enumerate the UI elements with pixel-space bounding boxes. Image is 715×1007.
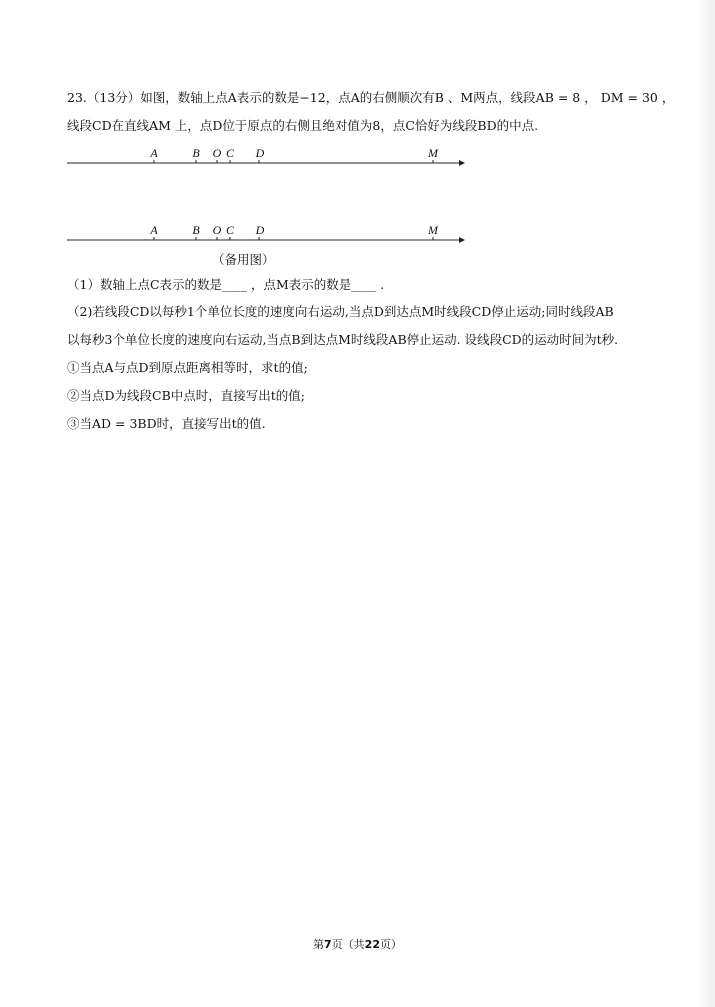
footer-page-number: 7 — [324, 938, 332, 951]
question-1: （1）数轴上点C表示的数是____ ，点M表示的数是____ . — [67, 277, 385, 292]
backup-point-label-m: M — [428, 223, 438, 237]
backup-axis-arrow-icon — [459, 237, 465, 243]
footer-total-pages: 22 — [364, 938, 380, 951]
point-label-a: A — [150, 146, 158, 160]
backup-point-label-b: B — [192, 223, 200, 237]
problem-statement-line-2: 线段CD在直线AM 上，点D位于原点的右侧且绝对值为8，点C恰好为线段BD的中点. — [67, 118, 539, 133]
backup-number-line-figure — [67, 223, 467, 243]
footer-prefix: 第 — [313, 938, 325, 951]
backup-point-label-o: O — [212, 223, 222, 237]
footer-suffix: 页） — [379, 938, 402, 951]
point-label-d: D — [255, 146, 265, 160]
backup-number-line-svg — [67, 223, 467, 243]
number-line-svg — [67, 146, 467, 166]
problem-statement-line-1: 23.（13分）如图，数轴上点A表示的数是−12，点A的右侧顺次有B 、M两点，线段AB = 8 ， DM = 30 ， — [67, 90, 675, 105]
question-2-line-2: 以每秒3个单位长度的速度向右运动,当点B到达点M时线段AB停止运动. 设线段CD的运动时间为t秒. — [67, 332, 619, 347]
point-label-o: O — [212, 146, 222, 160]
point-label-b: B — [192, 146, 200, 160]
point-label-m: M — [428, 146, 438, 160]
sub-question-1: ①当点A与点D到原点距离相等时，求t的值; — [67, 360, 308, 375]
footer-mid: 页（共 — [331, 938, 365, 951]
sub-question-2: ②当点D为线段CB中点时，直接写出t的值; — [67, 388, 306, 403]
page-footer — [0, 936, 715, 952]
backup-point-label-d: D — [255, 223, 265, 237]
point-label-c: C — [225, 146, 235, 160]
backup-point-label-c: C — [225, 223, 235, 237]
axis-arrow-icon — [459, 160, 465, 166]
number-line-figure — [67, 146, 467, 166]
backup-figure-caption: （备用图） — [212, 252, 275, 267]
backup-point-label-a: A — [150, 223, 158, 237]
sub-question-3: ③当AD = 3BD时，直接写出t的值. — [67, 416, 266, 431]
question-2-line-1: （2)若线段CD以每秒1个单位长度的速度向右运动,当点D到达点M时线段CD停止运动;同时线段AB — [67, 304, 614, 319]
page-edge-shadow — [697, 0, 715, 1007]
